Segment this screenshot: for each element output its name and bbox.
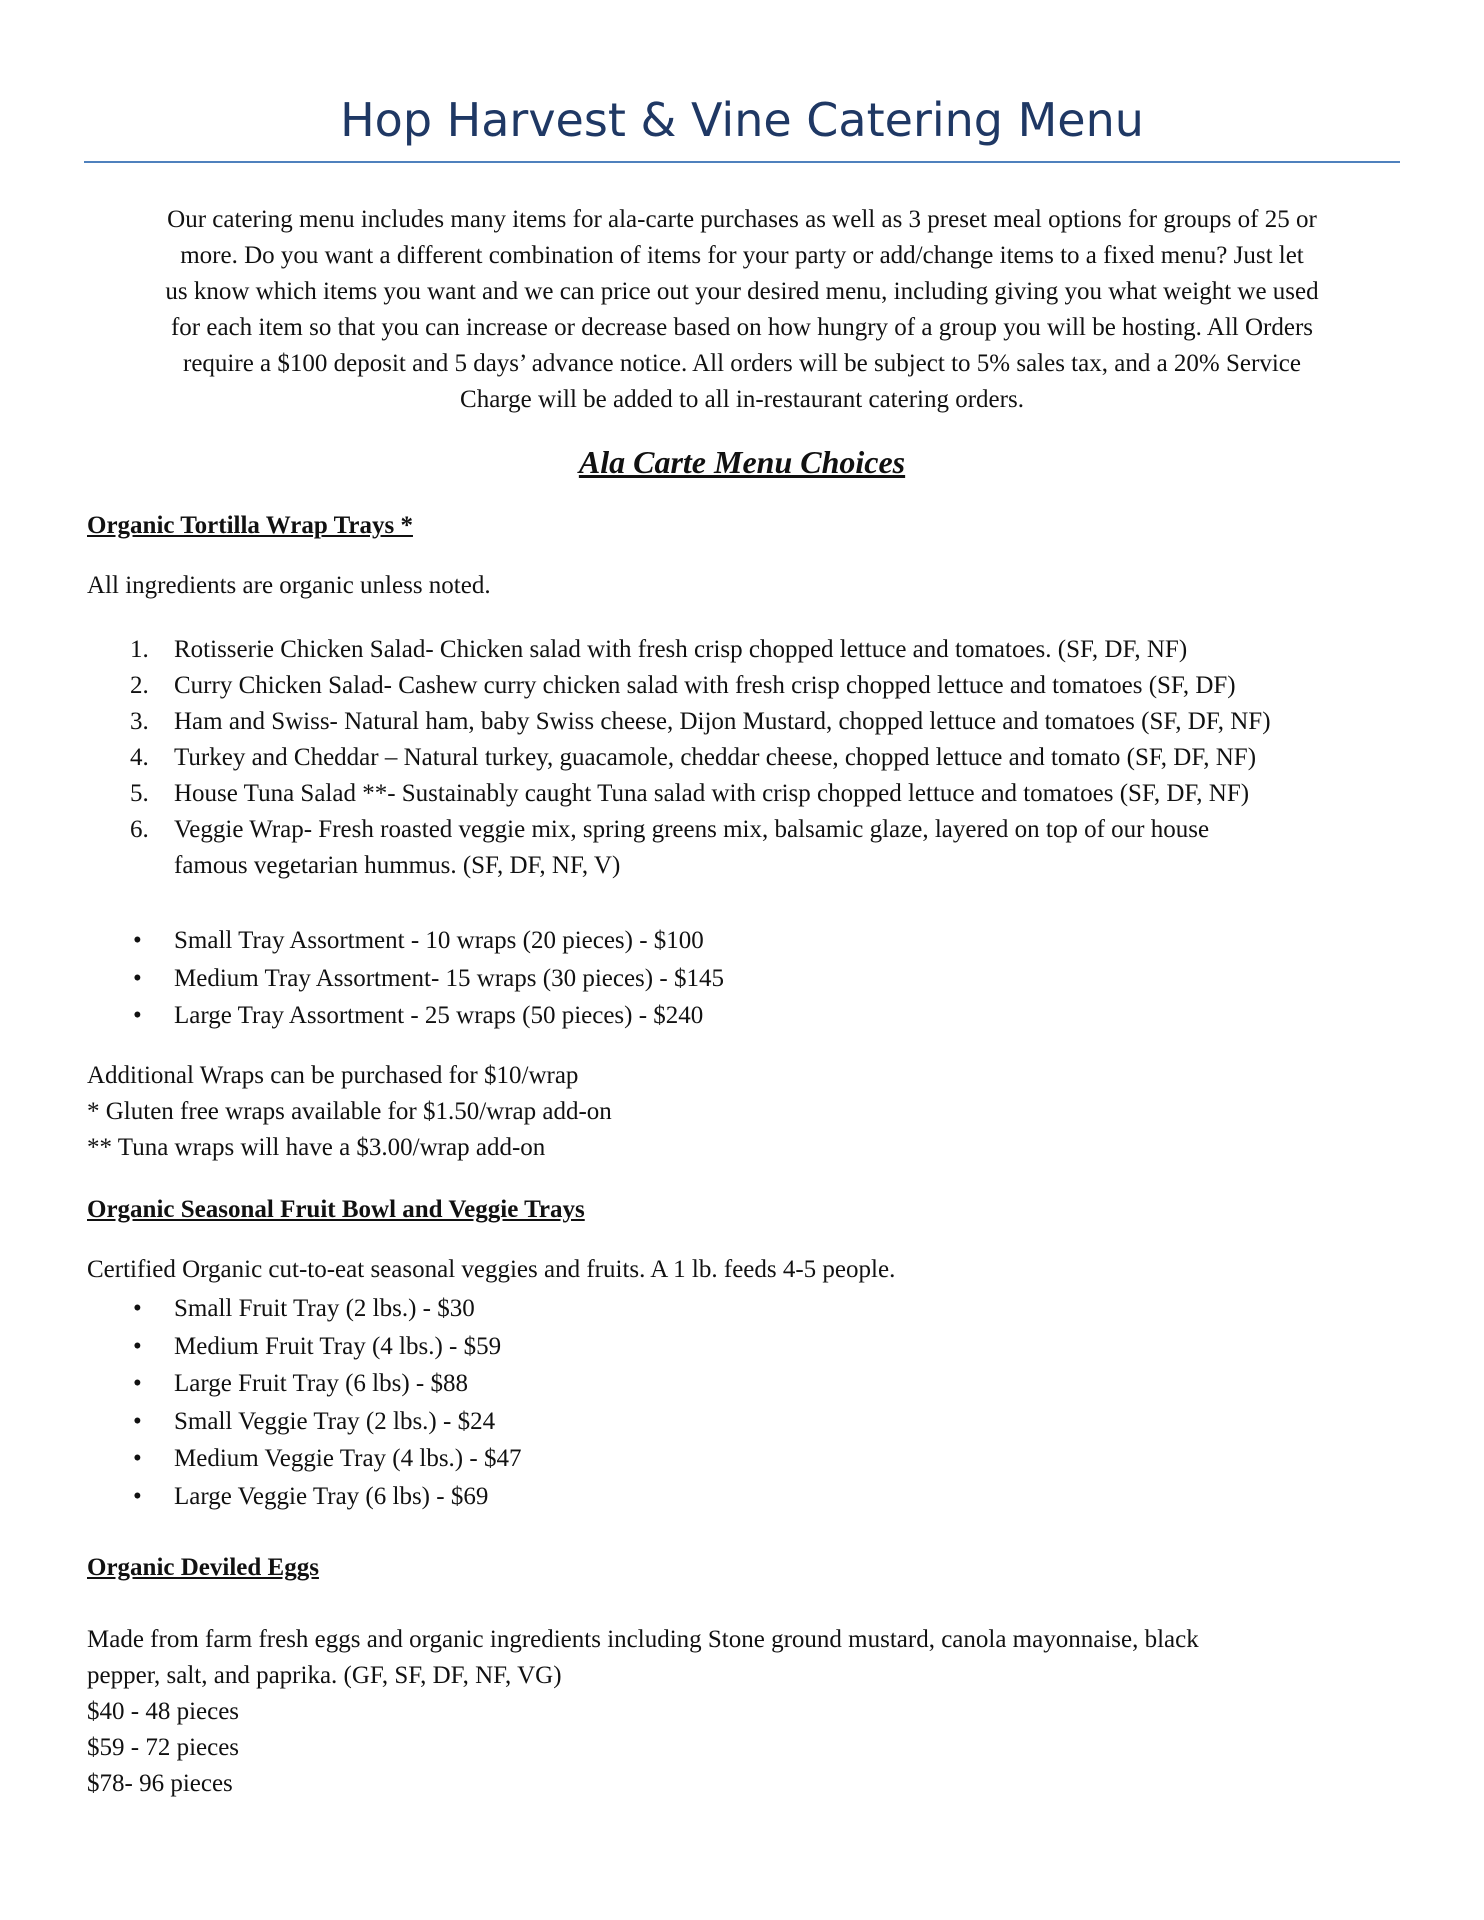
description-line: Made from farm fresh eggs and organic ingredients including Stone ground mustard, canola mayonnaise, black <box>87 1626 1199 1653</box>
list-item-number: 1. <box>130 636 149 663</box>
bullet-icon: • <box>133 1295 142 1322</box>
wrap-trays-note: All ingredients are organic unless noted. <box>87 572 491 599</box>
list-item <box>87 1403 521 1441</box>
bullet-icon: • <box>133 1407 142 1435</box>
bullet-icon: • <box>133 1332 142 1360</box>
list-item <box>87 812 1407 884</box>
add-on-line: * Gluten free wraps available for $1.50/wrap add-on <box>87 1098 612 1125</box>
bullet-icon: • <box>133 1445 142 1473</box>
price-line: $59 - 72 pieces <box>87 1734 240 1761</box>
price-line: $78- 96 pieces <box>87 1770 233 1797</box>
list-item <box>87 997 724 1035</box>
wrap-add-ons <box>87 1058 612 1166</box>
ala-carte-heading: Ala Carte Menu Choices <box>578 444 906 480</box>
list-item-text: Turkey and Cheddar – Natural turkey, guacamole, cheddar cheese, chopped lettuce and tomato (SF, DF, NF) <box>174 744 1257 771</box>
bullet-icon: • <box>133 1370 142 1398</box>
add-on-line: Additional Wraps can be purchased for $10/wrap <box>87 1062 579 1089</box>
list-item-text: Curry Chicken Salad- Cashew curry chicken salad with fresh crisp chopped lettuce and tomatoes (SF, DF) <box>174 672 1236 699</box>
bullet-icon: • <box>133 1482 142 1510</box>
list-item-number: 5. <box>130 780 149 807</box>
list-item-text: famous vegetarian hummus. (SF, DF, NF, V) <box>174 852 621 879</box>
list-item-text: Medium Tray Assortment- 15 wraps (30 pieces) - $145 <box>174 964 724 992</box>
tray-sizes-list <box>87 922 724 1035</box>
intro-paragraph <box>84 202 1400 418</box>
list-item-text: Medium Veggie Tray (4 lbs.) - $47 <box>174 1445 522 1473</box>
list-item-text: Small Fruit Tray (2 lbs.) - $30 <box>174 1295 475 1322</box>
intro-line: us know which items you want and we can price out your desired menu, including giving you what weight we used <box>165 278 1319 305</box>
list-item <box>87 776 1407 812</box>
bullet-icon: • <box>133 927 142 954</box>
list-item <box>87 704 1407 740</box>
list-item <box>87 1440 521 1478</box>
page-title: Hop Harvest & Vine Catering Menu <box>340 93 1144 147</box>
intro-line: Our catering menu includes many items for ala-carte purchases as well as 3 preset meal options for groups of 25 or <box>167 206 1317 233</box>
list-item-text: Large Veggie Tray (6 lbs) - $69 <box>174 1482 489 1510</box>
add-on-line: ** Tuna wraps will have a $3.00/wrap add-on <box>87 1134 546 1161</box>
deviled-eggs-description <box>87 1622 1199 1802</box>
list-item-text: House Tuna Salad **- Sustainably caught Tuna salad with crisp chopped lettuce and tomatoes (SF, DF, NF) <box>174 780 1250 807</box>
list-item <box>87 740 1407 776</box>
list-item-text: Ham and Swiss- Natural ham, baby Swiss cheese, Dijon Mustard, chopped lettuce and tomatoes (SF, DF, NF) <box>174 708 1271 735</box>
list-item-text: Small Tray Assortment - 10 wraps (20 pieces) - $100 <box>174 927 704 954</box>
description-line: pepper, salt, and paprika. (GF, SF, DF, NF, VG) <box>87 1662 562 1689</box>
wrap-trays-heading: Organic Tortilla Wrap Trays * <box>87 512 413 539</box>
list-item <box>87 1365 521 1403</box>
bullet-icon: • <box>133 1002 142 1029</box>
list-item-number: 6. <box>130 816 149 843</box>
list-item-number: 3. <box>130 708 149 735</box>
list-item-number: 4. <box>130 744 149 771</box>
list-item-text: Medium Fruit Tray (4 lbs.) - $59 <box>174 1332 502 1360</box>
deviled-eggs-heading: Organic Deviled Eggs <box>87 1554 319 1581</box>
list-item <box>87 668 1407 704</box>
title-underline-rule <box>84 161 1400 163</box>
fruit-veggie-heading: Organic Seasonal Fruit Bowl and Veggie Trays <box>87 1196 585 1223</box>
list-item <box>87 1290 521 1328</box>
list-item <box>87 1478 521 1516</box>
list-item-text: Large Tray Assortment - 25 wraps (50 pieces) - $240 <box>174 1002 704 1029</box>
list-item-text: Veggie Wrap- Fresh roasted veggie mix, spring greens mix, balsamic glaze, layered on top of our house <box>174 816 1210 843</box>
fruit-veggie-list <box>87 1290 521 1516</box>
bullet-icon: • <box>133 964 142 992</box>
intro-line: require a $100 deposit and 5 days’ advance notice. All orders will be subject to 5% sales tax, and a 20% Service <box>183 350 1301 377</box>
list-item-number: 2. <box>130 672 149 699</box>
list-item <box>87 960 724 998</box>
intro-line: Charge will be added to all in-restaurant catering orders. <box>460 386 1024 413</box>
price-line: $40 - 48 pieces <box>87 1698 240 1725</box>
list-item <box>87 632 1407 668</box>
list-item-text: Rotisserie Chicken Salad- Chicken salad with fresh crisp chopped lettuce and tomatoes. (SF, DF, NF) <box>174 636 1188 663</box>
list-item-text: Large Fruit Tray (6 lbs) - $88 <box>174 1370 468 1398</box>
list-item-text: Small Veggie Tray (2 lbs.) - $24 <box>174 1407 496 1435</box>
list-item <box>87 922 724 960</box>
fruit-veggie-note: Certified Organic cut-to-eat seasonal veggies and fruits. A 1 lb. feeds 4-5 people. <box>87 1256 896 1283</box>
intro-line: for each item so that you can increase or decrease based on how hungry of a group you will be hosting. All Orders <box>170 314 1314 341</box>
list-item <box>87 1328 521 1366</box>
wrap-items-list <box>87 632 1407 884</box>
intro-line: more. Do you want a different combination of items for your party or add/change items to a fixed menu? Just let <box>180 242 1304 269</box>
